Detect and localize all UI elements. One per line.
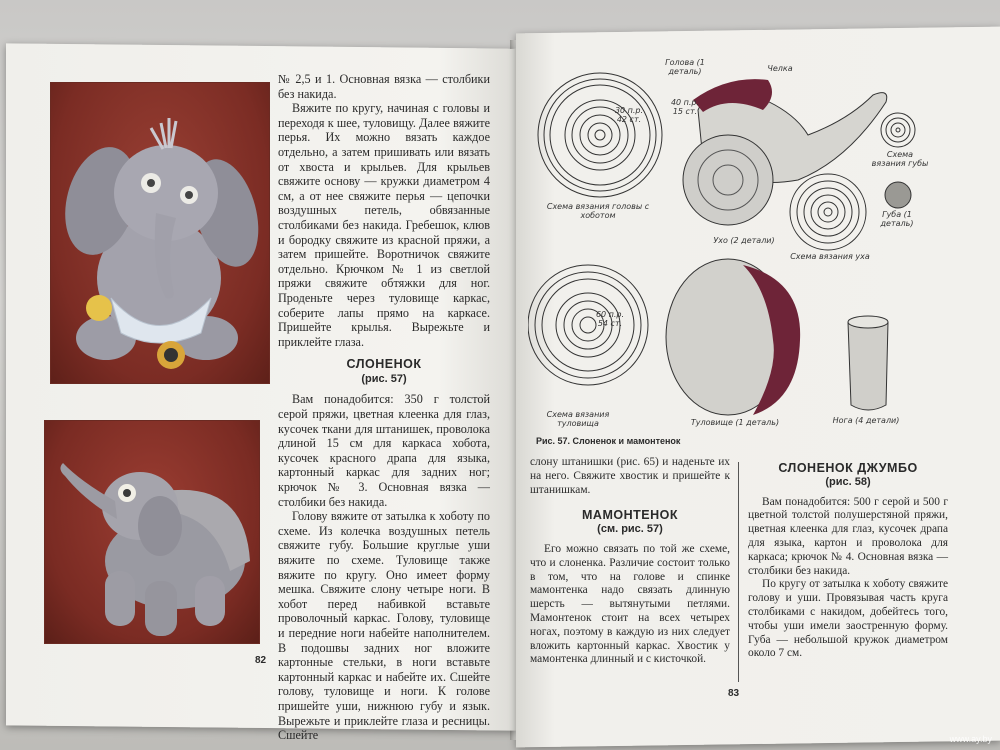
left-text-column <box>278 72 490 743</box>
mammoth-photo <box>44 420 260 644</box>
page-number: 82 <box>255 655 267 666</box>
section-heading: СЛОНЕНОК ДЖУМБО <box>778 461 918 475</box>
section-heading: МАМОНТЕНОК <box>582 508 678 523</box>
column-divider <box>738 462 739 682</box>
figure-caption: Рис. 57. Слоненок и мамонтенок <box>536 436 681 446</box>
paragraph: Вам понадобится: 500 г серой и 500 г цветной толстой полушерстяной пряжи, цветная клеенка для глаз, кусочек драпа для языка, картон и проволока для каркаса; крючок № 4. Основная вязка — столбики без накида. <box>748 495 948 577</box>
paragraph: Вяжите по кругу, начиная с головы и переходя к шее, туловищу. Далее вяжите перья. Их можно вязать каждое отдельно, а затем пришивать или вязать от хвоста и крыльев. Для крыльев свяжите основу — кружки диаметром 4 см, а от нее свяжите перья — цепочки воздушных петель, обвязанные столбиками без накида. Гребешок, клюв и бородку свяжите из красной пряжи, а затем пришейте. Воротничок свяжите отдельно. Крючком № 1 из светлой пряжи свяжите обтяжки для ног. Проденьте через туловище каркас, соберите лапы прямо на каркасе. Пришейте крылья. Вырежьте и приклейте глаза. <box>278 101 490 349</box>
head-scheme-circles <box>538 73 662 197</box>
paragraph: Голову вяжите от затылка к хоботу по схеме. Из колечка воздушных петель свяжите губу. Большие круглые уши вяжите по схеме. Туловище также вяжите по кругу. Оно имеет форму мешка. Свяжите слону четыре ноги. В хобот перед набивкой вставьте проволочный каркас. Голову, туловище и передние ноги набейте наполнителем. В подошвы задних ног вложите картонные стельки, в ноги вставьте картонный каркас и набейте их. Сшейте голову, туловище и ноги. К голове пришейте уши, нижнюю губу и язык. Вырежьте и приклейте глаза и ресницы. Сшейте <box>278 509 490 743</box>
figure-label: Схема вязания уха <box>790 252 870 261</box>
watermark: www.ay.by <box>949 734 992 744</box>
right-text-column-1 <box>530 456 730 667</box>
mammoth-toy-illustration <box>45 421 260 644</box>
paragraph: слону штанишки (рис. 65) и наденьте их на него. Свяжите хвостик и пришейте к штанишкам. <box>530 456 730 496</box>
figure-label: Голова (1 деталь) <box>665 58 705 76</box>
figure-label: 40 п.р. 15 ст. <box>670 98 700 116</box>
section-heading: СЛОНЕНОК <box>346 357 422 372</box>
paragraph: Его можно связать по той же схеме, что и слоненка. Различие состоит только в том, что на голове и спинке мамонтенка надо связать длинную шерсть — вытянутыми петлями. Мамонтенок стоит на всех четырех ногах, поэтому в каждую из них следует вложить картонный каркас. Хвостик у мамонтенка длинный и с кисточкой. <box>530 542 730 666</box>
figure-label: Нога (4 детали) <box>832 416 900 425</box>
paragraph: № 2,5 и 1. Основная вязка — столбики без накида. <box>278 72 490 101</box>
figure-label: 60 п.р. 54 ст. <box>595 310 625 328</box>
section-subheading: (рис. 58) <box>825 475 871 488</box>
figure-label: Туловище (1 деталь) <box>690 418 780 427</box>
figure-label: Челка <box>767 64 793 73</box>
paragraph: Вам понадобится: 350 г толстой серой пряжи, цветная клеенка для глаз, кусочек ткани для штанишек, проволока длиной 15 см для каркаса хобота, кусочек красного драпа для языка, картонный каркас для задних ног; крючок № 3. Основная вязка — столбики без накида. <box>278 392 490 509</box>
figure-label: 30 п.р. 42 ст. <box>614 106 644 124</box>
elephant-photo <box>50 82 270 384</box>
section-subheading: (см. рис. 57) <box>597 523 663 536</box>
right-text-column-2 <box>748 462 948 661</box>
figure-label: Схема вязания туловища <box>546 410 610 428</box>
figure-label: Схема вязания губы <box>871 150 929 168</box>
paragraph: По кругу от затылка к хоботу свяжите голову и уши. Провязывая часть круга столбиками с накидом, добейтесь того, чтобы уши имели заостренную форму. Губа — небольшой кружок диаметром около 7 см. <box>748 578 948 660</box>
elephant-toy-illustration <box>51 83 270 384</box>
section-subheading: (рис. 57) <box>361 372 407 385</box>
page-number: 83 <box>728 688 740 699</box>
figure-label: Губа (1 деталь) <box>880 210 914 228</box>
figure-label: Схема вязания головы с хоботом <box>546 202 650 220</box>
figure-label: Ухо (2 детали) <box>713 236 775 245</box>
